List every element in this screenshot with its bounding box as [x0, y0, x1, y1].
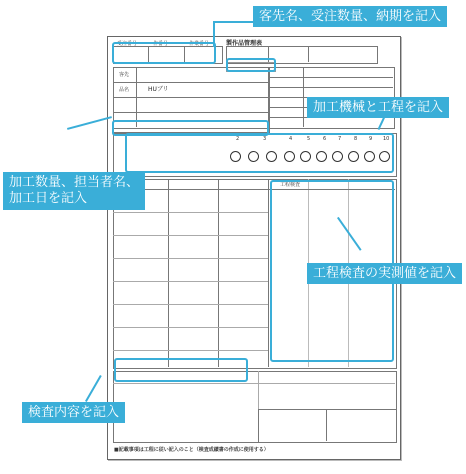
process-number-9: 9	[369, 136, 373, 142]
process-number-4: 4	[289, 136, 293, 142]
approval-box	[258, 409, 397, 443]
process-number-10: 10	[383, 136, 390, 142]
customer-label: 客先	[119, 72, 130, 78]
process-number-5: 5	[307, 136, 311, 142]
callout-qty-staff-date	[3, 172, 145, 210]
header-cell-order: 受注番号	[117, 41, 138, 47]
process-number-8: 8	[354, 136, 358, 142]
callout-customer-qty-deadline: 客先名、受注数量、納期を記入	[253, 6, 447, 27]
process-number-2: 2	[236, 136, 240, 142]
process-number-6: 6	[323, 136, 327, 142]
product-value: HUブリ	[148, 86, 169, 93]
footer-note: ■記載事項は工程に従い記入のこと（検査成績書の作成に使用する）	[114, 447, 269, 453]
process-number-7: 7	[338, 136, 342, 142]
form-title: 製作品管理表	[226, 40, 263, 47]
check-section-label: 工程検査	[280, 182, 301, 188]
highlight-process-row	[125, 133, 394, 173]
callout-qty-staff-date-line1: 加工数量、担当者名、	[9, 175, 140, 190]
highlight-inspection-content	[114, 358, 248, 382]
header-cell-job: 作業番号	[189, 41, 210, 47]
product-label: 品名	[119, 87, 130, 93]
process-number-3: 3	[263, 136, 267, 142]
header-cell-work: 作番号	[153, 41, 169, 47]
callout-machine-process: 加工機械と工程を記入	[307, 97, 449, 118]
callout-qty-staff-date-line2: 加工日を記入	[9, 191, 88, 206]
highlight-header	[112, 42, 216, 64]
callout-inspection-content: 検査内容を記入	[22, 402, 125, 423]
callout-measured-values: 工程検査の実測値を記入	[307, 263, 462, 284]
highlight-stamp	[226, 58, 276, 72]
